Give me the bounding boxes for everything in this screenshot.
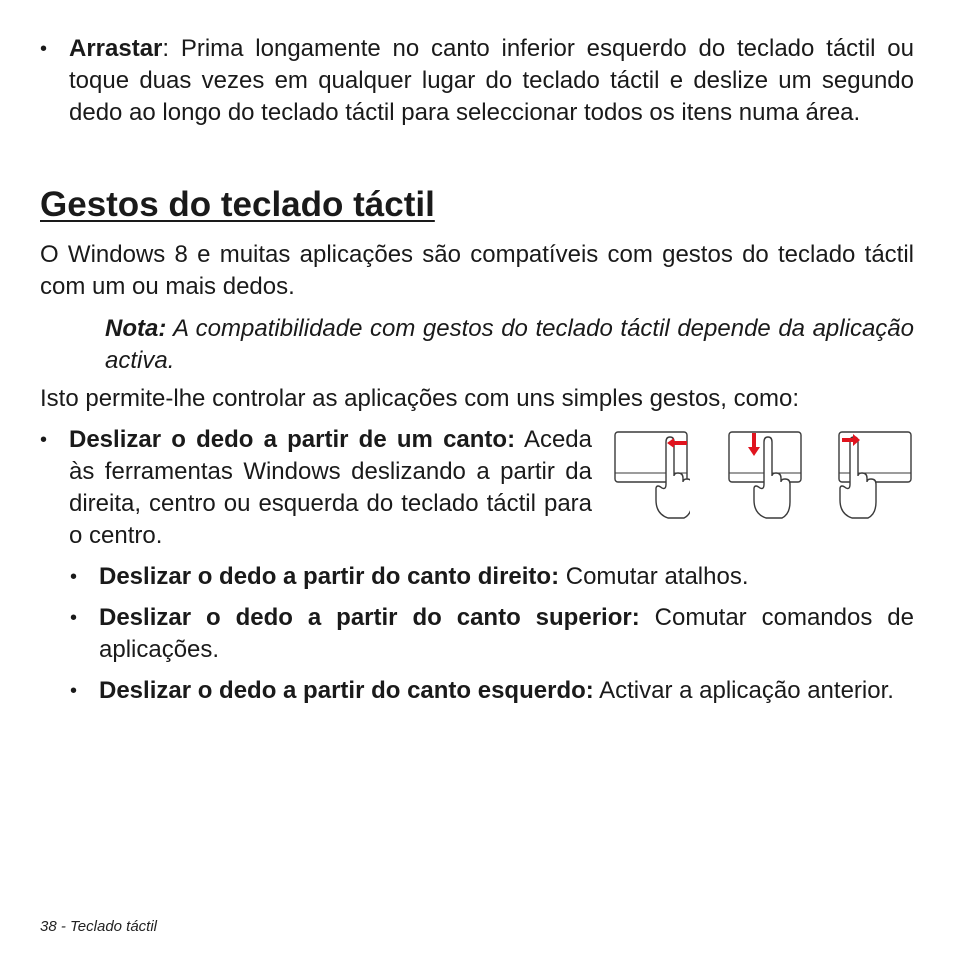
sub-item-term: Deslizar o dedo a partir do canto esquerdo:	[99, 677, 594, 704]
swipe-from-top-edge-icon	[726, 428, 804, 522]
sub-item-right-edge	[99, 561, 914, 593]
sub-item-left-edge	[99, 675, 914, 707]
swipe-text: Aceda às ferramentas Windows deslizando a partir da direita, centro ou esquerda do teclado táctil para o centro.	[69, 426, 592, 549]
sub-item-term: Deslizar o dedo a partir do canto superior:	[99, 604, 640, 631]
sub-item-text: Comutar atalhos.	[559, 563, 749, 590]
bullet-marker: •	[70, 566, 78, 588]
sub-item-text: Comutar comandos de aplicações.	[99, 604, 914, 663]
section-intro: O Windows 8 e muitas aplicações são compatíveis com gestos do teclado táctil com um ou mais dedos.	[40, 241, 914, 300]
note-paragraph	[105, 313, 914, 377]
swipe-from-right-edge-icon	[612, 428, 690, 522]
note-text: A compatibilidade com gestos do teclado táctil depende da aplicação activa.	[105, 315, 914, 374]
sub-item-top-edge	[99, 602, 914, 666]
bullet-marker: •	[70, 607, 78, 629]
note-label: Nota:	[105, 315, 167, 342]
bullet-marker: •	[70, 680, 78, 702]
drag-term: Arrastar	[69, 35, 163, 62]
drag-item	[69, 33, 914, 129]
drag-text: : Prima longamente no canto inferior esquerdo do teclado táctil ou toque duas vezes em qualquer lugar do teclado táctil e deslize um segundo dedo ao longo do teclado táctil para seleccionar todos os itens numa área.	[69, 35, 914, 126]
page-footer: 38 - Teclado táctil	[40, 918, 158, 935]
sub-item-term: Deslizar o dedo a partir do canto direito:	[99, 563, 560, 590]
swipe-term: Deslizar o dedo a partir de um canto:	[69, 426, 516, 453]
sub-item-text: Activar a aplicação anterior.	[593, 677, 894, 704]
bullet-marker: •	[40, 38, 48, 60]
swipe-from-left-edge-icon	[836, 428, 914, 522]
swipe-item	[69, 424, 592, 552]
section-lead: Isto permite-lhe controlar as aplicações com uns simples gestos, como:	[40, 385, 799, 412]
bullet-marker: •	[40, 429, 48, 451]
section-title: Gestos do teclado táctil	[40, 185, 435, 224]
